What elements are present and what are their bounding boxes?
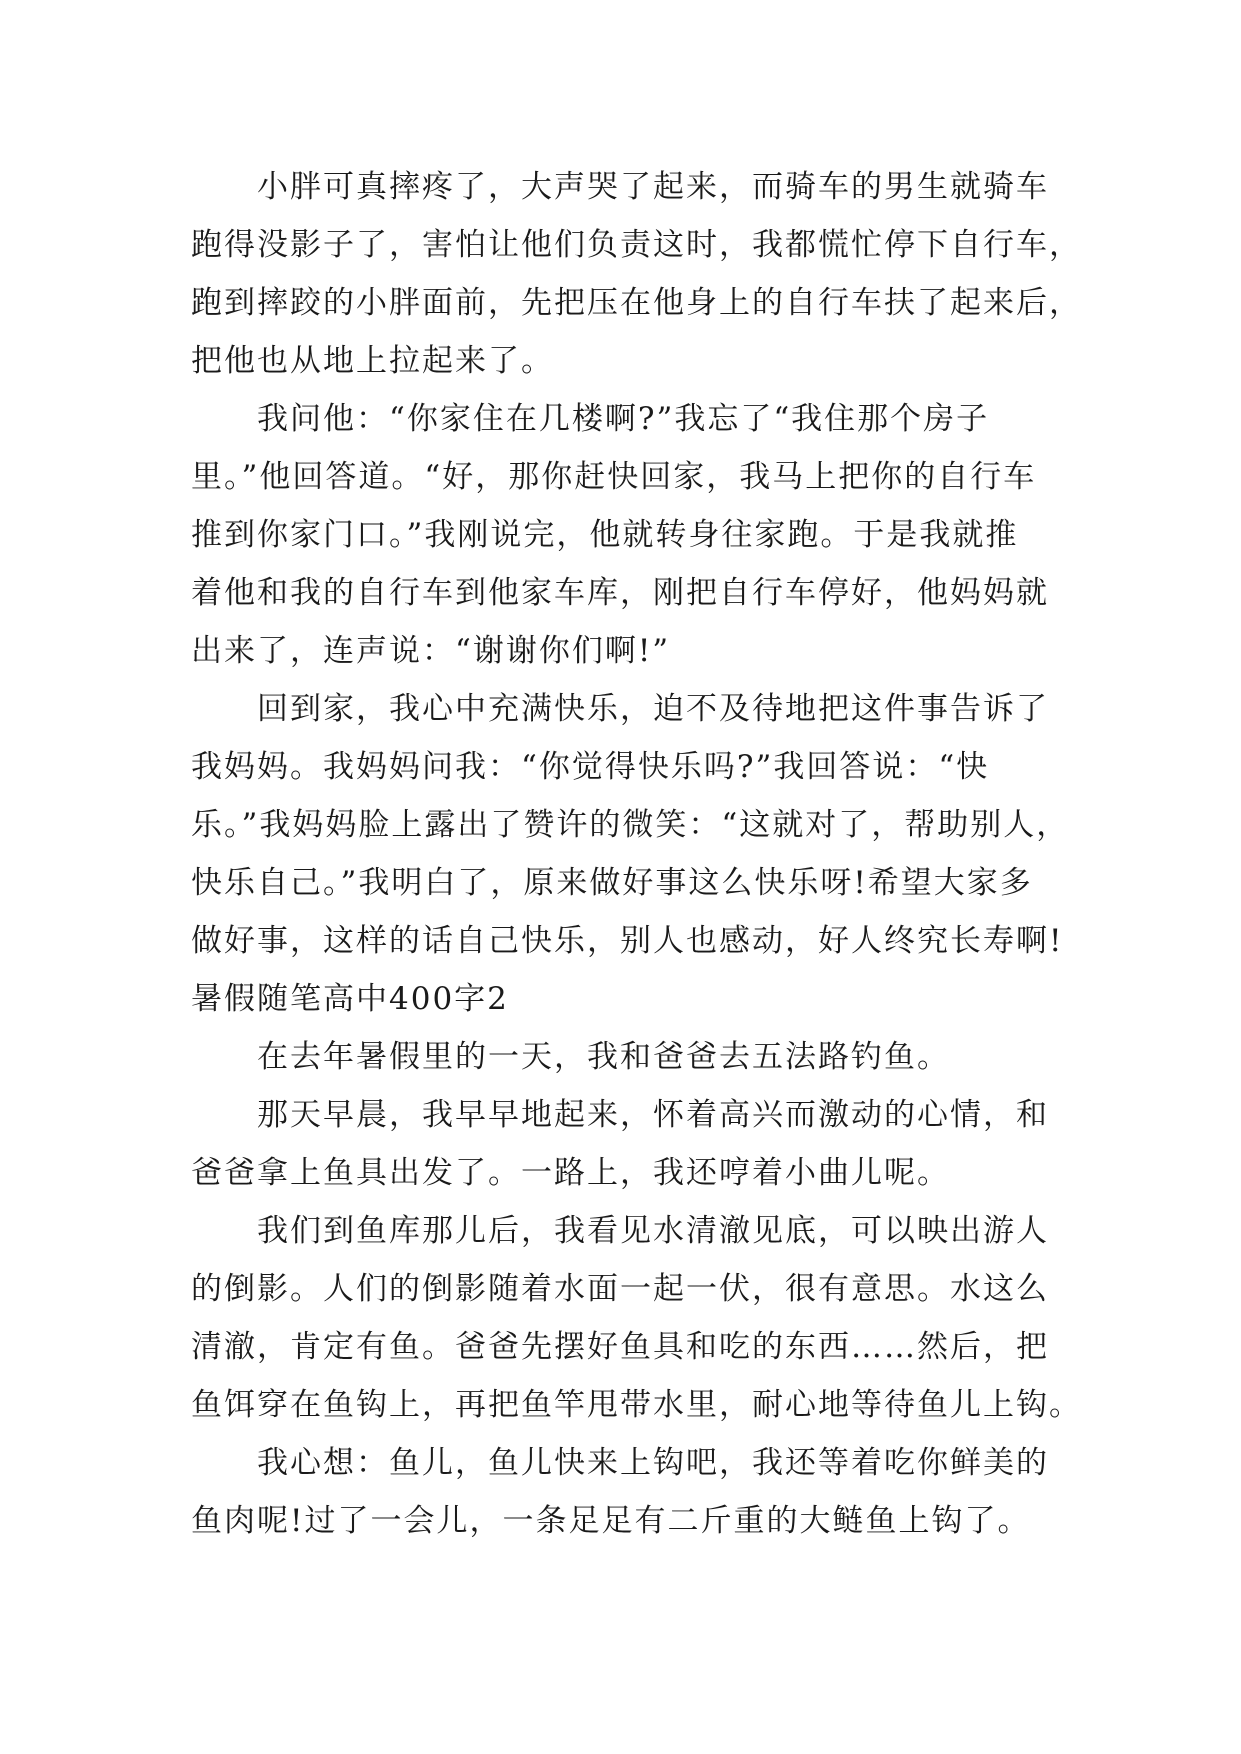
text-line: 里。”他回答道。“好，那你赶快回家，我马上把你的自行车 <box>191 459 1037 495</box>
text-line: 跑得没影子了，害怕让他们负责这时，我都慌忙停下自行车， <box>191 227 1082 263</box>
text-line: 把他也从地上拉起来了。 <box>191 343 554 379</box>
text-line: 推到你家门口。”我刚说完，他就转身往家跑。于是我就推 <box>191 517 1019 553</box>
text-line: 我问他：“你家住在几楼啊?”我忘了“我住那个房子 <box>257 401 990 437</box>
text-line: 回到家，我心中充满快乐，迫不及待地把这件事告诉了 <box>257 691 1049 727</box>
text-line: 的倒影。人们的倒影随着水面一起一伏，很有意思。水这么 <box>191 1271 1049 1307</box>
text-line: 鱼饵穿在鱼钩上，再把鱼竿甩带水里，耐心地等待鱼儿上钩。 <box>191 1387 1082 1423</box>
text-line: 在去年暑假里的一天，我和爸爸去五法路钓鱼。 <box>257 1039 950 1075</box>
text-line: 快乐自己。”我明白了，原来做好事这么快乐呀!希望大家多 <box>191 865 1033 901</box>
text-line: 着他和我的自行车到他家车库，刚把自行车停好，他妈妈就 <box>191 575 1049 611</box>
text-line: 跑到摔跤的小胖面前，先把压在他身上的自行车扶了起来后， <box>191 285 1082 321</box>
text-line: 出来了，连声说：“谢谢你们啊!” <box>191 633 671 669</box>
text-line: 我心想：鱼儿，鱼儿快来上钩吧，我还等着吃你鲜美的 <box>257 1445 1049 1481</box>
text-line: 我妈妈。我妈妈问我：“你觉得快乐吗?”我回答说：“快 <box>191 749 990 785</box>
text-line: 做好事，这样的话自己快乐，别人也感动，好人终究长寿啊! <box>191 923 1064 959</box>
text-line: 那天早晨，我早早地起来，怀着高兴而激动的心情，和 <box>257 1097 1049 1133</box>
text-line: 小胖可真摔疼了，大声哭了起来，而骑车的男生就骑车 <box>257 169 1049 205</box>
text-line: 鱼肉呢!过了一会儿，一条足足有二斤重的大鲢鱼上钩了。 <box>191 1503 1031 1539</box>
body-text <box>191 158 1091 1550</box>
text-line: 暑假随笔高中400字2 <box>191 981 509 1017</box>
text-line: 乐。”我妈妈脸上露出了赞许的微笑：“这就对了，帮助别人， <box>191 807 1070 843</box>
text-line: 爸爸拿上鱼具出发了。一路上，我还哼着小曲儿呢。 <box>191 1155 950 1191</box>
text-line: 我们到鱼库那儿后，我看见水清澈见底，可以映出游人 <box>257 1213 1049 1249</box>
text-line: 清澈，肯定有鱼。爸爸先摆好鱼具和吃的东西……然后，把 <box>191 1329 1049 1365</box>
